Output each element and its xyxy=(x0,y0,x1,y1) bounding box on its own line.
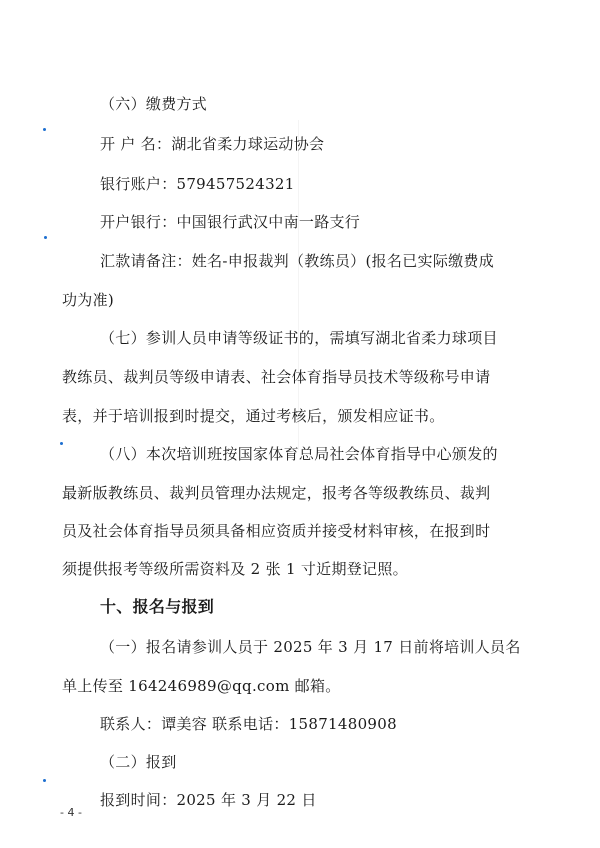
contact-info: 联系人：谭美容 联系电话：15871480908 xyxy=(100,715,397,733)
para-eight-line2: 最新版教练员、裁判员管理办法规定，报考各等级教练员、裁判 xyxy=(62,484,491,502)
scan-speck xyxy=(43,779,46,782)
scan-fold-line xyxy=(298,120,299,450)
para-seven-line3: 表，并于培训报到时提交，通过考核后，颁发相应证书。 xyxy=(62,407,445,425)
checkin-title: （二）报到 xyxy=(100,753,177,771)
scan-speck xyxy=(43,128,46,131)
para-eight-line1: （八）本次培训班按国家体育总局社会体育指导中心颁发的 xyxy=(100,445,498,463)
scan-speck xyxy=(60,442,63,445)
section-ten-heading: 十、报名与报到 xyxy=(100,597,215,616)
payment-section-title: （六）缴费方式 xyxy=(100,95,208,113)
para-eight-line4: 须提供报考等级所需资料及 2 张 1 寸近期登记照。 xyxy=(62,560,408,578)
para-seven-line2: 教练员、裁判员等级申请表、社会体育指导员技术等级称号申请 xyxy=(62,368,491,386)
checkin-time: 报到时间：2025 年 3 月 22 日 xyxy=(100,791,317,809)
page-number: - 4 - xyxy=(60,806,82,819)
para-seven-line1: （七）参训人员申请等级证书的，需填写湖北省柔力球项目 xyxy=(100,329,498,347)
remittance-note-cont: 功为准) xyxy=(62,291,115,309)
bank-branch: 开户银行：中国银行武汉中南一路支行 xyxy=(100,213,361,231)
para-eight-line3: 员及社会体育指导员须具备相应资质并接受材料审核，在报到时 xyxy=(62,522,491,540)
account-name: 开 户 名：湖北省柔力球运动协会 xyxy=(100,135,325,153)
registration-line2: 单上传至 164246989@qq.com 邮箱。 xyxy=(62,677,341,695)
scan-speck xyxy=(44,236,47,239)
bank-account: 银行账户：579457524321 xyxy=(100,175,295,193)
remittance-note: 汇款请备注：姓名-申报裁判（教练员）(报名已实际缴费成 xyxy=(100,252,495,270)
registration-line1: （一）报名请参训人员于 2025 年 3 月 17 日前将培训人员名 xyxy=(100,638,521,656)
